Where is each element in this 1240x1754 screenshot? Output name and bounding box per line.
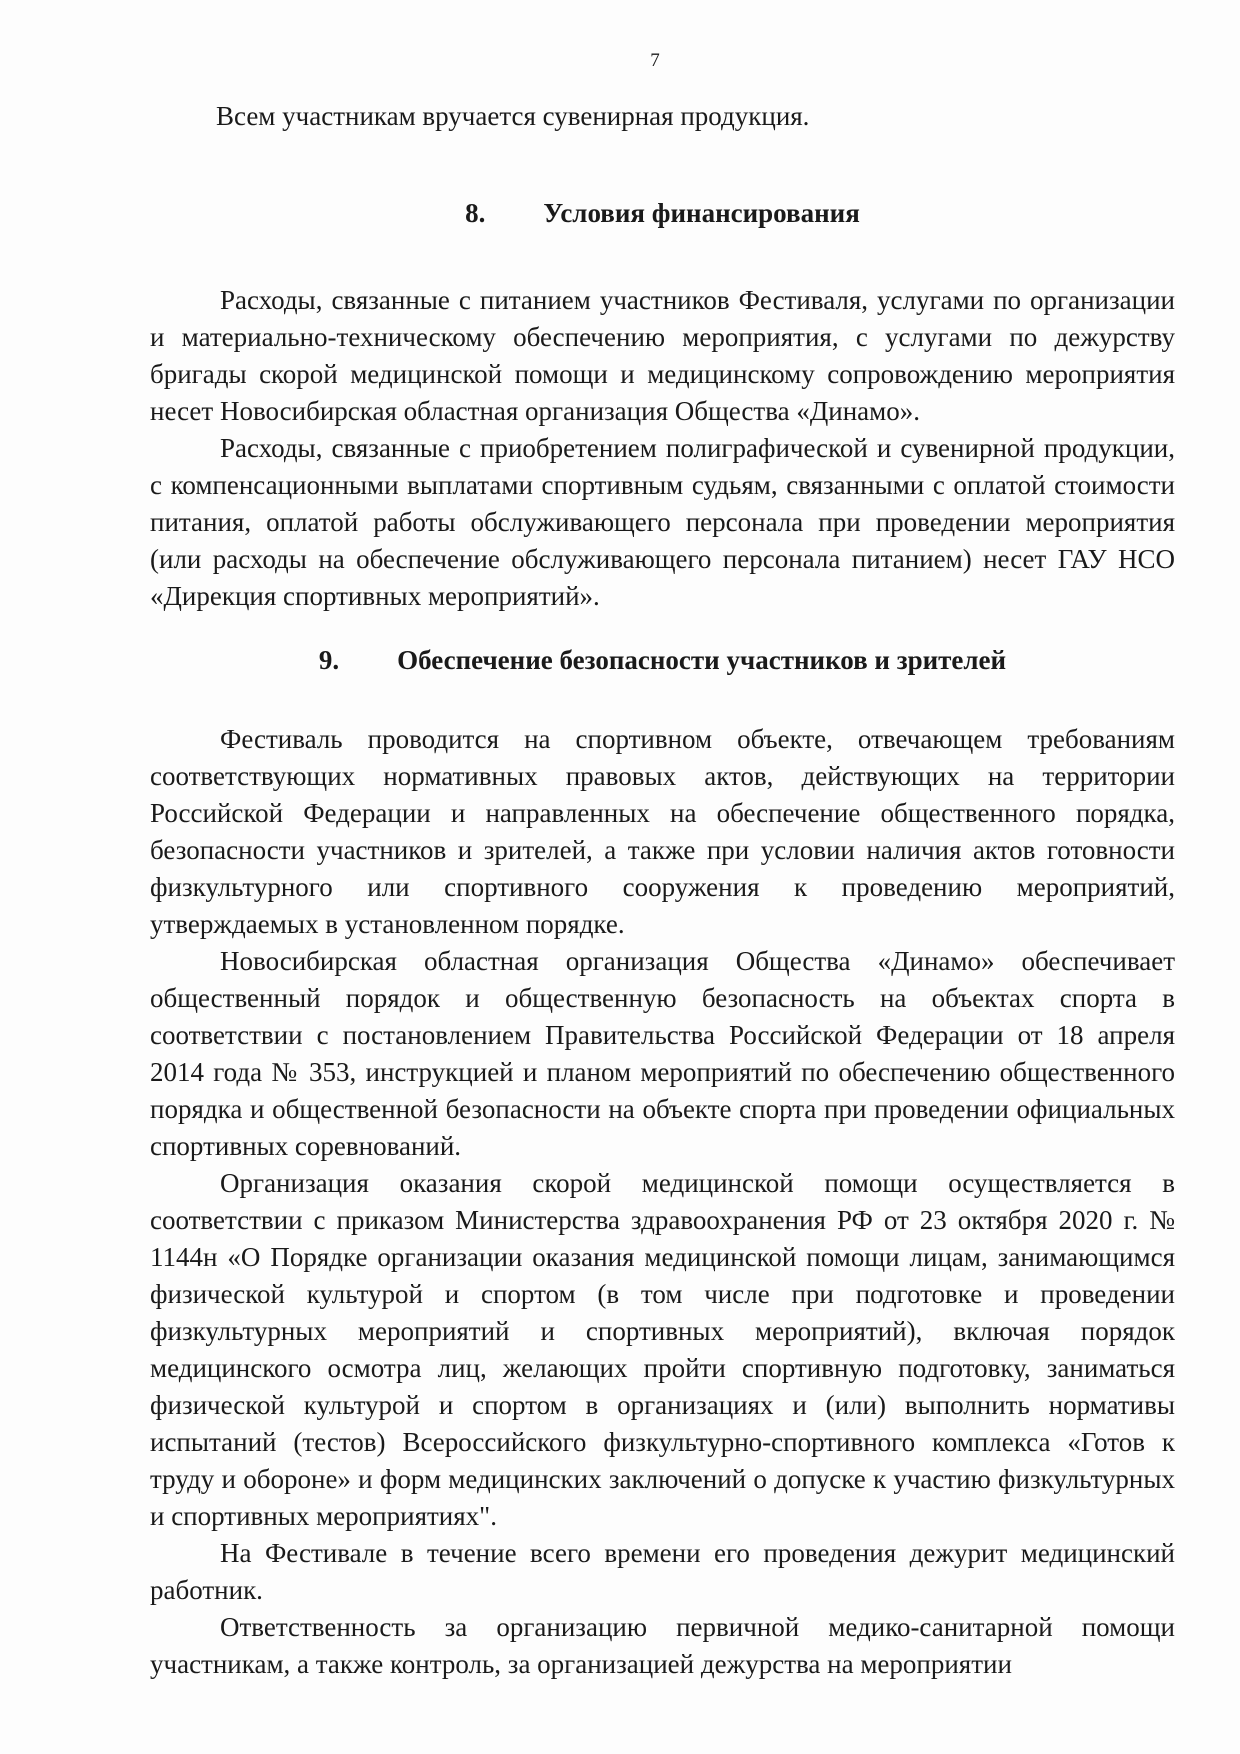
section-8-heading <box>150 195 1175 232</box>
section-9-paragraph: Фестиваль проводится на спортивном объекте, отвечающем требованиям соответствующих нормативных правовых актов, действующих на территории Российской Федерации и направленных на обеспечение общественного порядка, безопасности участников и зрителей, а также при условии наличия актов готовности физкультурного или спортивного сооружения к проведению мероприятий, утверждаемых в установленном порядке. <box>150 724 1175 939</box>
section-9-heading <box>150 642 1175 679</box>
section-9-paragraph: На Фестивале в течение всего времени его проведения дежурит медицинский работник. <box>150 1538 1175 1605</box>
section-8-paragraph: Расходы, связанные с питанием участников Фестиваля, услугами по организации и материально-техническому обеспечению мероприятия, с услугами по дежурству бригады скорой медицинской помощи и медицинскому сопровождению мероприятия несет Новосибирская областная организация Общества «Динамо». <box>150 285 1175 426</box>
page-number: 7 <box>650 50 660 71</box>
section-9-paragraph: Организация оказания скорой медицинской помощи осуществляется в соответствии с приказом Министерства здравоохранения РФ от 23 октября 2020 г. № 1144н «О Порядке организации оказания медицинской помощи лицам, занимающимся физической культурой и спортом (в том числе при подготовке и проведении физкультурных мероприятий и спортивных мероприятий), включая порядок медицинского осмотра лиц, желающих пройти спортивную подготовку, заниматься физической культурой и спортом в организациях и (или) выполнить нормативы испытаний (тестов) Всероссийского физкультурно-спортивного комплекса «Готов к труду и обороне» и форм медицинских заключений о допуске к участию физкультурных и спортивных мероприятиях". <box>150 1168 1175 1531</box>
section-9-number: 9. <box>318 645 340 675</box>
section-9-paragraph: Ответственность за организацию первичной медико-санитарной помощи участникам, а также контроль, за организацией дежурства на мероприятии <box>150 1612 1175 1679</box>
section-9-paragraph: Новосибирская областная организация Общества «Динамо» обеспечивает общественный порядок и общественную безопасность на объектах спорта в соответствии с постановлением Правительства Российской Федерации от 18 апреля 2014 года № 353, инструкцией и планом мероприятий по обеспечению общественного порядка и общественной безопасности на объекте спорта при проведении официальных спортивных соревнований. <box>150 946 1175 1161</box>
section-8-paragraph: Расходы, связанные с приобретением полиграфической и сувенирной продукции, с компенсационными выплатами спортивным судьям, связанными с оплатой стоимости питания, оплатой работы обслуживающего персонала при проведении мероприятия (или расходы на обеспечение обслуживающего персонала питанием) несет ГАУ НСО «Дирекция спортивных мероприятий». <box>150 433 1175 611</box>
section-8-title: Условия финансирования <box>543 198 860 228</box>
section-9-title: Обеспечение безопасности участников и зрителей <box>397 645 1007 675</box>
intro-line: Всем участникам вручается сувенирная продукция. <box>216 101 810 131</box>
document-body <box>150 98 1175 1683</box>
section-8-number: 8. <box>465 198 486 228</box>
